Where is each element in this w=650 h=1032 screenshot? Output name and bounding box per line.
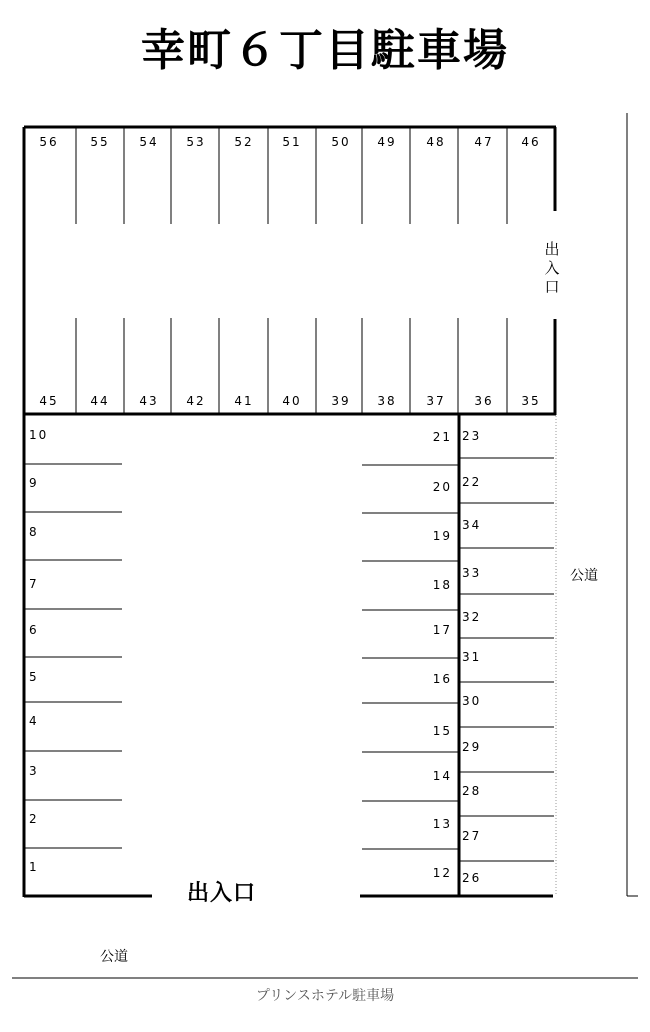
space-number: 19 (432, 529, 452, 543)
space-number: 30 (462, 694, 482, 708)
space-number: 50 (331, 135, 351, 149)
space-number: 1 (29, 860, 39, 874)
space-number: 53 (186, 135, 206, 149)
space-number: 3 (29, 764, 39, 778)
space-number: 18 (432, 578, 452, 592)
space-number: 27 (462, 829, 482, 843)
space-number: 47 (474, 135, 494, 149)
space-number: 41 (234, 394, 254, 408)
space-number: 40 (282, 394, 302, 408)
space-number: 8 (29, 525, 39, 539)
space-number: 45 (39, 394, 59, 408)
space-number: 7 (29, 577, 39, 591)
space-number: 52 (234, 135, 254, 149)
space-number: 38 (377, 394, 397, 408)
space-number: 16 (432, 672, 452, 686)
space-number: 9 (29, 476, 39, 490)
space-number: 43 (139, 394, 159, 408)
space-number: 17 (432, 623, 452, 637)
space-number: 14 (432, 769, 452, 783)
space-number: 54 (139, 135, 159, 149)
space-number: 51 (282, 135, 302, 149)
space-number: 26 (462, 871, 482, 885)
space-number: 37 (426, 394, 446, 408)
space-number: 46 (521, 135, 541, 149)
page-title: 幸町６丁目駐車場 (141, 25, 509, 76)
space-number: 4 (29, 714, 39, 728)
space-number: 55 (90, 135, 110, 149)
space-number: 36 (474, 394, 494, 408)
space-number: 10 (29, 428, 49, 442)
space-number: 42 (186, 394, 206, 408)
space-number: 28 (462, 784, 482, 798)
space-number: 5 (29, 670, 39, 684)
entrance-right-char: 口 (544, 278, 560, 296)
space-number: 49 (377, 135, 397, 149)
caption: プリンスホテル駐車場 (255, 988, 395, 1004)
space-number: 56 (39, 135, 59, 149)
space-number: 6 (29, 623, 39, 637)
space-number: 48 (426, 135, 446, 149)
space-number: 21 (432, 430, 452, 444)
space-number: 12 (432, 866, 452, 880)
center-column-dividers (362, 465, 458, 849)
entrance-bottom: 出入口 (187, 881, 257, 906)
space-number: 31 (462, 650, 482, 664)
space-number: 33 (462, 566, 482, 580)
road-label-right: 公道 (570, 568, 598, 584)
space-number: 15 (432, 724, 452, 738)
space-number: 13 (432, 817, 452, 831)
space-number: 22 (462, 475, 482, 489)
space-number: 34 (462, 518, 482, 532)
space-number: 20 (432, 480, 452, 494)
space-number: 44 (90, 394, 110, 408)
space-number: 23 (462, 429, 482, 443)
space-number: 32 (462, 610, 482, 624)
space-number: 39 (331, 394, 351, 408)
entrance-right-char: 入 (544, 259, 560, 277)
entrance-right (543, 240, 561, 297)
space-number: 35 (521, 394, 541, 408)
left-column-dividers (25, 464, 122, 848)
road-label-bottom: 公道 (100, 949, 128, 965)
entrance-right-char: 出 (544, 240, 560, 258)
space-number: 2 (29, 812, 39, 826)
space-number: 29 (462, 740, 482, 754)
